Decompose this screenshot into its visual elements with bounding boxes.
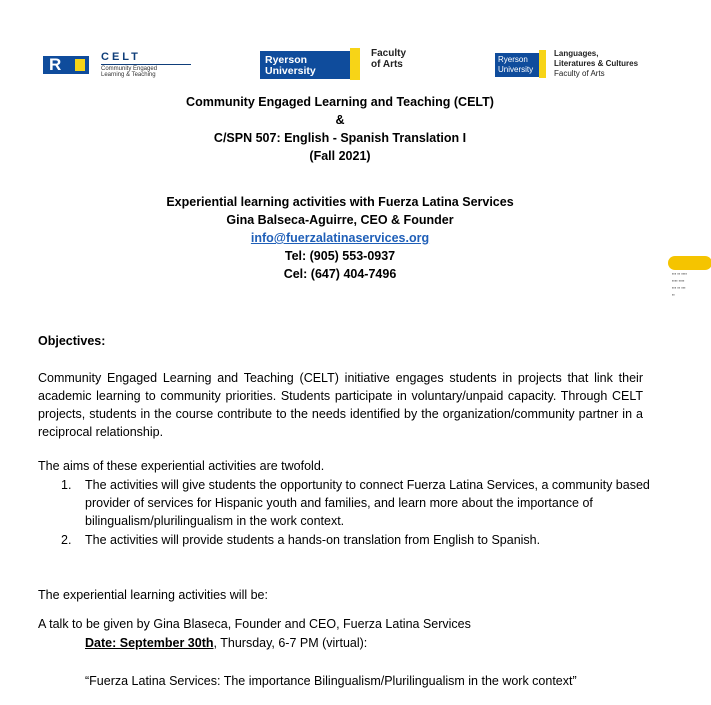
talk-date: Date: September 30th [85, 636, 214, 650]
celt-mark: R [43, 56, 89, 74]
header-ampersand: & [335, 113, 345, 127]
header-line-1: Community Engaged Learning and Teaching (CELT) [186, 95, 494, 109]
talk-time: , Thursday, 6-7 PM (virtual): [213, 636, 368, 650]
talk-title: “Fuerza Latina Services: The importance Bilingualism/Plurilingualism in the work context” [85, 674, 577, 688]
contact-title: Experiential learning activities with Fuerza Latina Services [166, 195, 514, 209]
talk-description: A talk to be given by Gina Blaseca, Founder and CEO, Fuerza Latina Services [38, 617, 471, 631]
contact-block [0, 193, 680, 283]
celt-wordmark: CELT [101, 51, 141, 63]
aims-intro: The aims of these experiential activities are twofold. [38, 459, 325, 473]
header-course-title: C/SPN 507: English - Spanish Translation I [213, 131, 467, 145]
celt-subtitle: Community Engaged Learning & Teaching [101, 66, 158, 78]
ryerson-llc-logo: Ryerson University Languages, Literatures & Cultures Faculty of Arts [495, 48, 675, 82]
scan-artifact: ▪▪▪ ▪▪ ▪▪▪▪ ▪▪▪▪ ▪▪▪▪ ▪▪▪ ▪▪ ▪▪▪ ▪▪ [672, 271, 687, 297]
talk-date-line [85, 634, 367, 652]
contact-tel: Tel: (905) 553-0937 [284, 249, 396, 263]
objectives-heading: Objectives: [38, 334, 106, 348]
course-header [0, 93, 680, 165]
celt-logo [43, 50, 193, 80]
contact-cel: Cel: (647) 404-7496 [283, 267, 397, 281]
highlight-smudge [668, 256, 711, 270]
list-item: 1. The activities will give students the opportunity to connect Fuerza Latina Services, a community based provider of services for Hispanic youth and families, and learn more about the importance of bilingualism/plurilingualism in the work context. [61, 478, 650, 528]
list-item: 2. The activities will provide students a hands-on translation from English to Spanish. [61, 533, 541, 547]
objectives-paragraph: Community Engaged Learning and Teaching (CELT) initiative engages students in projects that link their academic learning to community priorities. Students participate in voluntary/unpaid capacity. Through CELT projects, students in the course contribute to the needs identified by the organization/community partner in a reciprocal relationship. [38, 371, 643, 439]
header-term: (Fall 2021) [309, 149, 371, 163]
activities-intro: The experiential learning activities will be: [38, 588, 268, 602]
email-link[interactable]: info@fuerzalatinaservices.org [250, 231, 430, 245]
ryerson-faculty-of-arts-logo: Ryerson University Faculty of Arts [260, 48, 440, 82]
contact-person: Gina Balseca-Aguirre, CEO & Founder [226, 213, 454, 227]
